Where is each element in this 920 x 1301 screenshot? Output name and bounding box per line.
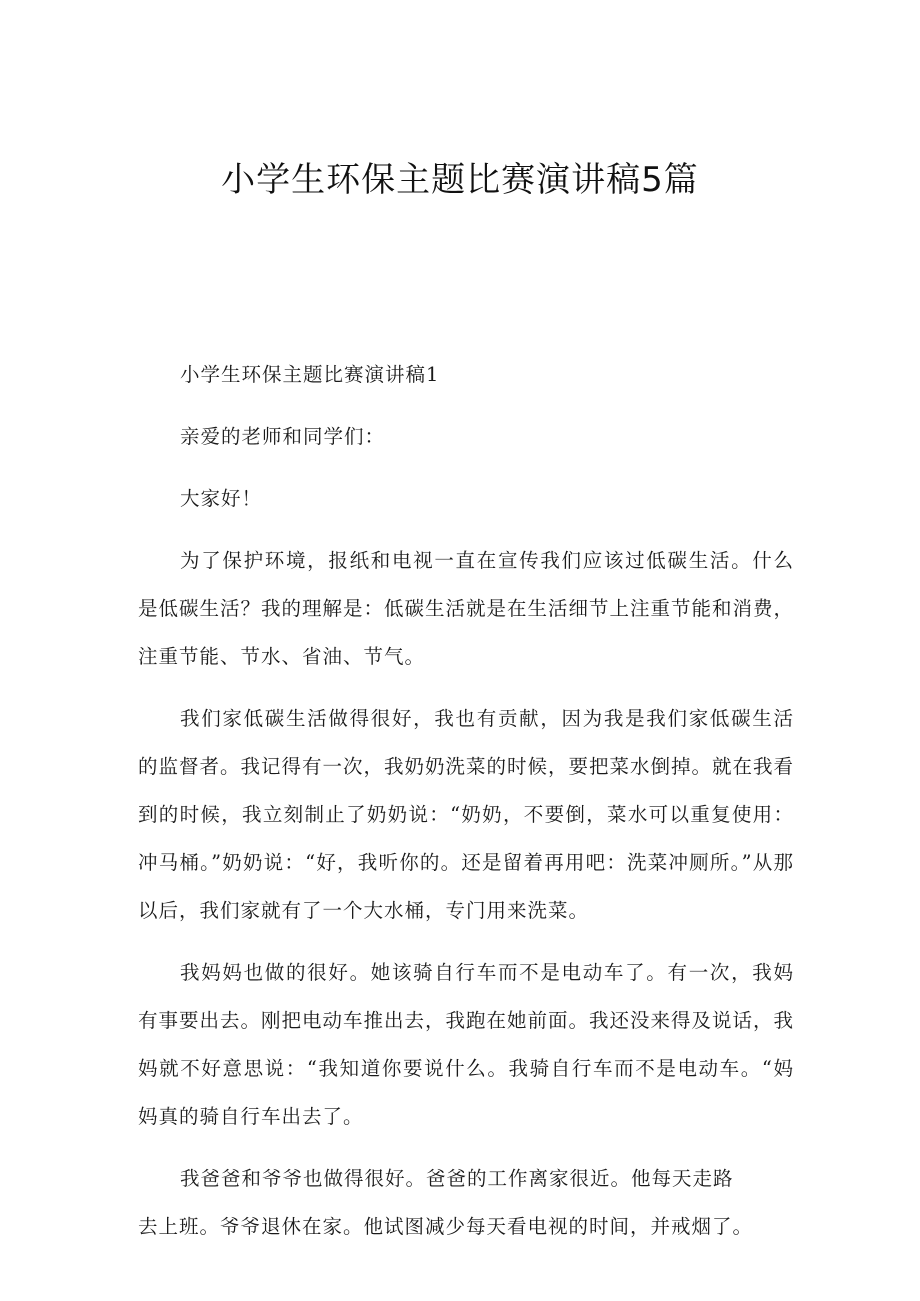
document-title: 小学生环保主题比赛演讲稿5篇	[221, 160, 699, 200]
paragraph-grandma-water: 我们家低碳生活做得很好，我也有贡献，因为我是我们家低碳生活的监督者。我记得有一次，我奶奶洗菜的时候，要把菜水倒掉。就在我看到的时候，我立刻制止了奶奶说：“奶奶，不要倒，菜水可以重复使用：冲马桶。”奶奶说：“好，我听你的。还是留着再用吧：洗菜冲厕所。”从那以后，我们家就有了一个大水桶，专门用来洗菜。	[138, 707, 795, 922]
paragraph-mom-bicycle: 我妈妈也做的很好。她该骑自行车而不是电动车了。有一次，我妈有事要出去。刚把电动车推出去，我跑在她前面。我还没来得及说话，我妈就不好意思说：“我知道你要说什么。我骑自行车而不是电动车。“妈妈真的骑自行车出去了。	[138, 961, 795, 1128]
paragraph-line: 去上班。爷爷退休在家。他试图减少每天看电视的时间，并戒烟了。	[138, 1215, 754, 1238]
document-body	[138, 351, 794, 1265]
greeting: 大家好！	[180, 487, 263, 510]
paragraph-line: 我爸爸和爷爷也做得很好。爸爸的工作离家很近。他每天走路	[180, 1167, 734, 1190]
section-heading: 小学生环保主题比赛演讲稿1	[180, 363, 440, 386]
paragraph-dad-grandpa	[138, 1155, 794, 1251]
salutation: 亲爱的老师和同学们：	[180, 425, 386, 448]
paragraph-low-carbon-definition: 为了保护环境，报纸和电视一直在宣传我们应该过低碳生活。什么是低碳生活？我的理解是：低碳生活就是在生活细节上注重节能和消费，注重节能、节水、省油、节气。	[138, 549, 795, 668]
